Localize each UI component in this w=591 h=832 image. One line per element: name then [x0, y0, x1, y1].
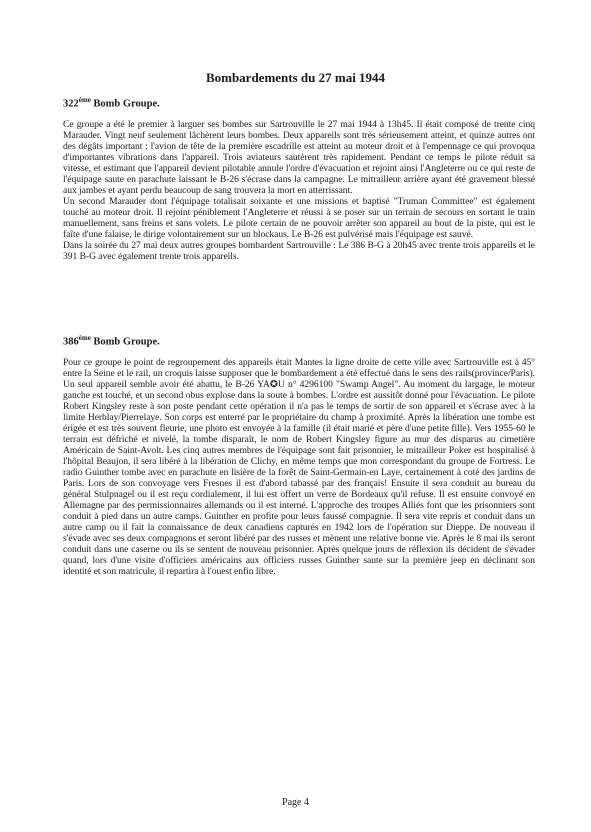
paragraph: Pour ce groupe le point de regroupement des appareils était Mantes la ligne droite de cette ville avec Sartrouville est à 45° entre la Seine et le rail, un croquis laisse supposer que le bombardement a été effectué dans le sens des rails(province/Paris). Un seul appareil semble avoir été abattu, le B-26 YA✪U n° 4296100 "Swamp Angel". Au moment du largage, le moteur gauche est touché, et un second obus explose dans la soute à bombes. L'ordre est aussitôt donné pour l'évacuation. Le pilote Robert Kingsley reste à son poste pendant cette opération il n'a pas le temps de sortir de son appareil et s'écrase avec à la limite Herblay/Pierrelaye. Son corps est enterré par le propriétaire du champ à proximité. Après la libération une tombe est érigée et est très souvent fleurie, une photo est envoyée à la famille (il était marié et père d'une petite fille). Vers 1955-60 le terrain est défriché et nivelé, la tombe disparaît, le nom de Robert Kingsley figure au mur des disparus au cimetière Américain de Saint-Avolt. Les cinq autres membres de l'équipage sont fait prisonnier, le mitrailleur Poker est hospitalisé à l'hôpital Beaujon, il sera libéré à la libération de Clichy, en même temps que mon correspondant du groupe de Fortress. Le radio Guinther tombe avec en parachute en lisière de la forêt de Saint-Germain-en Laye, certainement à coté des jardins de Paris. Lors de son convoyage vers Fresnes il est d'abord tabassé par des français! Ensuite il sera conduit au bureau du général Stulpnagel ou il est reçu cordialement, il lui est offert un verre de Bordeaux qu'il refuse. Il est ensuite convoyé en Allemagne par des permissionnaires allemands ou il est interné. L'approche des troupes Alliés font que les prisonniers sont conduit à pied dans un autre camps. Guinther en profite pour leurs faussé compagnie. Il sera vite repris et conduit dans un autre camp ou il fait la connaissance de deux canadiens capturés en 1942 lors de l'opération sur Dieppe. De nouveau il s'évade avec ses deux compagnons et seront libéré par des russes et mènent une relative bonne vie. Après le 8 mai ils seront conduit dans une caserne ou ils se sentent de nouveau prisonnier. Après quelque jours de réflexion ils décident de s'évader quand, lors d'une visite d'officiers américains aux officiers russes Guinther saute sur la première jeep en déclinant son identité et son matricule, il repartira à l'ouest enfin libre. — [63, 357, 535, 577]
heading-text: Bomb Groupe. — [90, 336, 160, 348]
section-heading-386 — [63, 334, 160, 348]
paragraph: Ce groupe a été le premier à larguer ses bombes sur Sartrouville le 27 mai 1944 à 13h45. Il était composé de trente cinq Marauder. Vingt neuf seulement lâchèrent leurs bombes. Deux appareils sont très sérieusement atteint, et quinze autres ont des dégâts important : l'avion de tête de la première escadrille est atteint au moteur droit et à l'empennage ce qui provoqua d'importantes vibrations dans l'appareil. Trois aviateurs sautèrent très rapidement. Pendant ce temps le pilote réduit sa vitesse, et estimant que l'appareil devient pilotable annule l'ordre d'évacuation et rejoint ainsi l'Angleterre ou ce qui reste de l'équipage saute en parachute laissant le B-26 s'écrase dans la campagne. Le mitrailleur arrière ayant été gravement blessé aux jambes et ayant perdu beaucoup de sang trouvera la mort en atterrissant. — [63, 119, 535, 196]
heading-text: Bomb Groupe. — [90, 98, 160, 110]
section-body-322 — [63, 119, 535, 262]
document-title: Bombardements du 27 mai 1944 — [205, 70, 386, 85]
heading-number: 386 — [63, 336, 79, 348]
heading-superscript: ème — [78, 96, 91, 104]
heading-superscript: ème — [78, 334, 91, 342]
page-number: Page 4 — [282, 797, 309, 808]
heading-number: 322 — [63, 98, 79, 110]
paragraph: Dans la soirée du 27 mai deux autres groupes bombardent Sartrouville : Le 386 B-G à 20h45 avec trente trois appareils et le 391 B-G avec également trente trois appareils. — [63, 240, 535, 262]
paragraph: Un second Marauder dont l'équipage totalisait soixante et une missions et baptisé "Truman Committee" est également touché au moteur droit. Il rejoint péniblement l'Angleterre et réussi à se poser sur un terrain de secours en sortant le train manuellement, sans freins et sans volets. Le pilote certain de ne pouvoir arrêter son appareil au bout de la piste, qui est le faîte d'une falaise, le dirige volontairement sur un blockaus. Le B-26 est pulvérisé mais l'équipage est sauvé. — [63, 196, 535, 240]
section-body-386 — [63, 357, 535, 577]
section-heading-322 — [63, 96, 160, 110]
